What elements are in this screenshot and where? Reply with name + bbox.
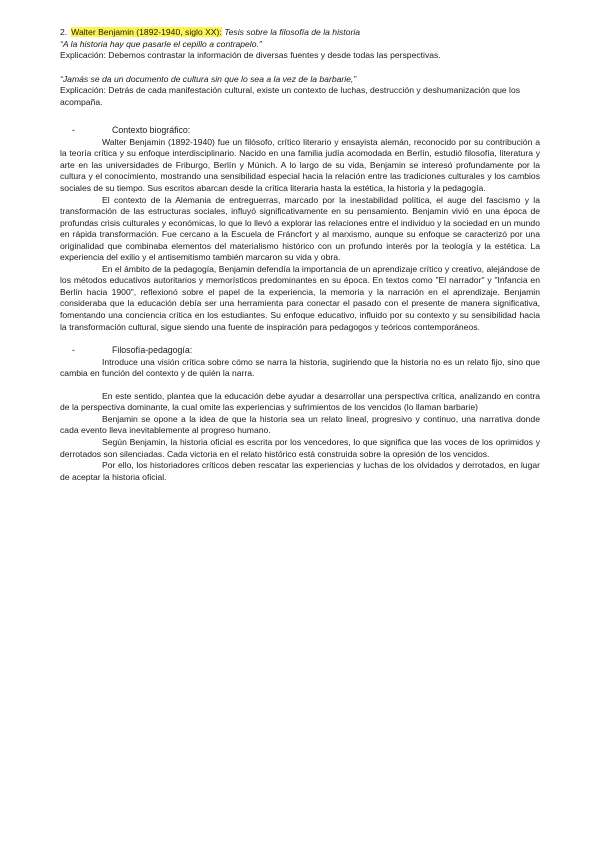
bullet-dash: - — [72, 125, 75, 136]
section-number: 2. — [60, 27, 68, 37]
quote-1: “A la historia hay que pasarle el cepillo a contrapelo.” — [60, 38, 262, 49]
document-body — [60, 27, 540, 483]
heading-text: Filosofía-pedagogía: — [112, 345, 193, 356]
paragraph: Introduce una visión crítica sobre cómo se narra la historia, sugiriendo que la historia no es un relato fijo, sino que cambia en función del contexto y de quién la narra. — [60, 356, 540, 379]
paragraph: Por ello, los historiadores críticos deben rescatar las experiencias y luchas de los olvidados y derrotados, en lugar de aceptar la historia oficial. — [60, 460, 540, 482]
paragraph: En este sentido, plantea que la educación debe ayudar a desarrollar una perspectiva crítica, analizando en contra de la perspectiva dominante, la cual omite las experiencias y sufrimientos de los vencidos (lo llaman barbarie) — [60, 390, 540, 413]
paragraph: Walter Benjamin (1892-1940) fue un filósofo, crítico literario y ensayista alemán, reconocido por su contribución a la teoría crítica y su enfoque interdisciplinario. Nacido en una familia judía acomodada en Berlín, estudió filosofía, literatura y arte en las universidades de Friburgo, Berlín y Múnich. A lo largo de su vida, Benjamin se interesó profundamente por la cultura y el conocimiento, mostrando una sensibilidad especial hacia la relación entre las tradiciones culturales y los cambios sociales de su tiempo. Sus escritos abarcan desde la crítica literaria hasta la estética, la historia y la pedagogía. — [60, 136, 540, 194]
paragraph: En el ámbito de la pedagogía, Benjamin defendía la importancia de un aprendizaje crítico y creativo, alejándose de los métodos educativos autoritarios y memorísticos predominantes en su época. En textos como "El narrador" y "Infancia en Berlín hacia 1900", reflexionó sobre el papel de la experiencia, la memoria y la narración en el aprendizaje. Benjamin consideraba que la educación debía ser una herramienta para conectar el pasado con el presente de manera significativa, fomentando una conciencia crítica en los estudiantes. Su enfoque educativo, influido por su contexto y su sensibilidad hacia la transformación cultural, sigue siendo una fuente de inspiración para pedagogos y teóricos contemporáneos. — [60, 263, 540, 332]
quote-1-explanation: Explicación: Debemos contrastar la información de diversas fuentes y desde todas las perspectivas. — [60, 50, 441, 61]
quote-2: “Jamás se da un documento de cultura sin que lo sea a la vez de la barbarie,” — [60, 73, 357, 84]
heading-biographical-context — [60, 125, 540, 137]
bullet-dash: - — [72, 345, 75, 356]
section-title — [60, 27, 540, 39]
quote-2-explanation: Explicación: Detrás de cada manifestación cultural, existe un contexto de luchas, destrucción y deshumanización que los acompaña. — [60, 85, 521, 107]
heading-text: Contexto biográfico: — [112, 125, 191, 136]
paragraph: Según Benjamin, la historia oficial es escrita por los vencedores, lo que significa que las voces de los oprimidos y derrotados son silenciadas. Cada victoria en el relato histórico está construida sobre la opresión de los vencidos. — [60, 436, 540, 459]
heading-philosophy-pedagogy — [60, 345, 540, 357]
highlighted-author: Walter Benjamin (1892-1940, siglo XX): — [71, 27, 222, 37]
paragraph: Benjamin se opone a la idea de que la historia sea un relato lineal, progresivo y continuo, una narrativa donde cada evento lleva inevitablemente al progreso humano. — [60, 413, 540, 436]
paragraph: El contexto de la Alemania de entreguerras, marcado por la inestabilidad política, el auge del fascismo y la transformación de las estructuras sociales, influyó significativamente en su pensamiento. Benjamin vivió en una época de profundas crisis culturales y económicas, lo que lo llevó a explorar las relaciones entre el individuo y la sociedad en un mundo en rápida transformación. Fue cercano a la Escuela de Fráncfort y al marxismo, aunque su enfoque se caracterizó por una originalidad que combinaba elementos del materialismo histórico con un profundo interés por la teología y la estética. La experiencia del exilio y el antisemitismo también marcaron su vida y obra. — [60, 194, 540, 263]
work-title: Tesis sobre la filosofía de la historia — [224, 27, 361, 37]
